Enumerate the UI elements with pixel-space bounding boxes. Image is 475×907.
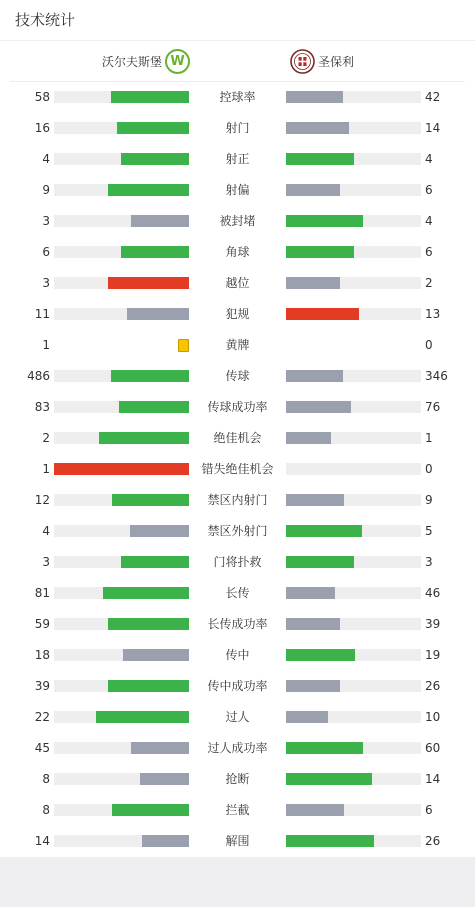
away-bar: [286, 153, 354, 165]
away-value: 39: [425, 617, 441, 631]
home-bar-track: [54, 680, 189, 692]
home-bar-track: [54, 649, 189, 661]
away-bar-track: [286, 91, 421, 103]
home-bar: [121, 153, 189, 165]
home-bar-track: [54, 153, 189, 165]
home-value: 8: [42, 803, 50, 817]
home-bar-track: [54, 277, 189, 289]
away-team-name: 圣保利: [318, 54, 355, 69]
away-bar-track: [286, 184, 421, 196]
away-bar-track: [286, 711, 421, 723]
stat-row: [0, 113, 475, 144]
home-bar-track: [54, 525, 189, 537]
home-value: 18: [34, 648, 50, 662]
stat-label: 射偏: [225, 183, 250, 197]
section-title: 技术统计: [15, 11, 76, 29]
stat-row: [0, 764, 475, 795]
away-bar-track: [286, 618, 421, 630]
away-bar-track: [286, 804, 421, 816]
away-value: 0: [425, 338, 433, 352]
away-value: 19: [425, 648, 441, 662]
home-bar: [121, 246, 189, 258]
away-bar: [286, 835, 374, 847]
away-value: 6: [425, 245, 433, 259]
stat-label: 传球成功率: [207, 400, 268, 414]
away-value: 6: [425, 183, 433, 197]
stat-row: [0, 578, 475, 609]
stat-label: 传球: [225, 369, 250, 383]
home-bar-track: [54, 618, 189, 630]
stat-row: [0, 516, 475, 547]
stat-row: [0, 392, 475, 423]
home-value: 1: [42, 462, 50, 476]
home-bar: [108, 618, 189, 630]
home-value: 4: [42, 152, 50, 166]
away-value: 4: [425, 214, 433, 228]
stat-row: [0, 733, 475, 764]
stat-row: [0, 237, 475, 268]
home-value: 83: [34, 400, 50, 414]
stat-row: [0, 175, 475, 206]
home-bar: [108, 277, 189, 289]
away-bar: [286, 370, 343, 382]
home-value: 4: [42, 524, 50, 538]
home-bar-track: [54, 184, 189, 196]
away-bar: [286, 122, 349, 134]
away-bar: [286, 246, 354, 258]
home-bar: [130, 525, 189, 537]
home-value: 12: [34, 493, 50, 507]
home-value: 8: [42, 772, 50, 786]
home-value: 58: [34, 90, 50, 104]
home-bar-track: [54, 556, 189, 568]
away-value: 14: [425, 772, 441, 786]
home-bar: [121, 556, 189, 568]
away-bar: [286, 184, 340, 196]
home-bar: [112, 804, 189, 816]
stat-label: 越位: [225, 276, 250, 290]
home-bar: [123, 649, 189, 661]
away-bar: [286, 649, 355, 661]
stat-row: [0, 702, 475, 733]
home-bar: [131, 215, 189, 227]
stat-row: [0, 795, 475, 826]
away-bar: [286, 308, 359, 320]
stat-label: 过人: [225, 710, 250, 724]
away-bar-track: [286, 277, 421, 289]
away-bar-track: [286, 680, 421, 692]
stat-row: [0, 206, 475, 237]
away-bar-track: [286, 835, 421, 847]
stat-row: [0, 330, 475, 361]
stat-row: [0, 299, 475, 330]
away-bar: [286, 91, 343, 103]
home-value: 14: [34, 834, 50, 848]
stat-label: 射正: [225, 152, 250, 166]
away-value: 6: [425, 803, 433, 817]
away-bar: [286, 618, 340, 630]
stat-label: 禁区外射门: [207, 524, 268, 538]
home-bar: [142, 835, 189, 847]
stat-label: 错失绝佳机会: [201, 462, 274, 476]
home-bar-track: [54, 122, 189, 134]
stat-label: 长传: [225, 586, 250, 600]
home-value: 3: [42, 276, 50, 290]
away-value: 1: [425, 431, 433, 445]
away-value: 2: [425, 276, 433, 290]
home-bar-track: [54, 742, 189, 754]
away-bar: [286, 711, 328, 723]
home-bar: [111, 370, 189, 382]
home-bar-track: [54, 308, 189, 320]
stat-label: 传中: [225, 648, 250, 662]
home-value: 22: [34, 710, 50, 724]
home-value: 11: [34, 307, 50, 321]
away-bar-track: [286, 525, 421, 537]
home-bar-track: [54, 711, 189, 723]
yellow-card-icon: [178, 339, 189, 352]
away-bar-track: [286, 494, 421, 506]
away-bar: [286, 494, 344, 506]
home-value: 6: [42, 245, 50, 259]
home-bar: [131, 742, 189, 754]
away-bar-track: [286, 773, 421, 785]
stat-label: 绝佳机会: [213, 431, 262, 445]
away-value: 14: [425, 121, 441, 135]
home-value: 1: [42, 338, 50, 352]
away-value: 5: [425, 524, 433, 538]
away-bar-track: [286, 246, 421, 258]
away-value: 3: [425, 555, 433, 569]
stat-label: 射门: [225, 121, 250, 135]
away-bar-track: [286, 122, 421, 134]
away-bar: [286, 215, 363, 227]
stat-row: [0, 485, 475, 516]
away-bar-track: [286, 308, 421, 320]
home-bar-track: [54, 804, 189, 816]
home-value: 9: [42, 183, 50, 197]
away-bar: [286, 742, 363, 754]
home-bar: [54, 463, 189, 475]
stat-row: [0, 671, 475, 702]
home-bar-track: [54, 587, 189, 599]
st-pauli-logo-icon: [290, 49, 315, 74]
stat-row: [0, 361, 475, 392]
away-bar: [286, 277, 340, 289]
away-bar-track: [286, 463, 421, 475]
away-bar: [286, 773, 372, 785]
away-bar-track: [286, 215, 421, 227]
away-bar: [286, 432, 331, 444]
stat-label: 犯规: [225, 307, 250, 321]
away-team[interactable]: [290, 48, 354, 74]
away-value: 13: [425, 307, 441, 321]
home-bar-track: [54, 246, 189, 258]
away-value: 10: [425, 710, 441, 724]
home-bar: [127, 308, 189, 320]
home-bar: [103, 587, 189, 599]
stat-row: [0, 609, 475, 640]
away-bar-track: [286, 587, 421, 599]
home-bar-track: [54, 494, 189, 506]
home-bar: [117, 122, 189, 134]
home-bar: [108, 184, 189, 196]
home-bar: [140, 773, 189, 785]
away-value: 26: [425, 679, 441, 693]
away-bar: [286, 401, 351, 413]
home-value: 45: [34, 741, 50, 755]
stat-label: 拦截: [225, 803, 250, 817]
home-value: 81: [34, 586, 50, 600]
stat-label: 门将扑救: [213, 555, 262, 569]
home-bar: [108, 680, 189, 692]
home-bar-track: [54, 835, 189, 847]
away-value: 42: [425, 90, 441, 104]
stat-row: [0, 268, 475, 299]
home-value: 2: [42, 431, 50, 445]
away-value: 346: [425, 369, 448, 383]
stat-row: [0, 826, 475, 857]
home-bar-track: [54, 432, 189, 444]
home-bar-track: [54, 91, 189, 103]
home-value: 486: [27, 369, 50, 383]
home-bar: [112, 494, 189, 506]
title-divider: [0, 40, 475, 41]
away-value: 60: [425, 741, 441, 755]
stat-label: 长传成功率: [207, 617, 268, 631]
home-bar-track: [54, 370, 189, 382]
away-bar: [286, 525, 362, 537]
home-bar: [96, 711, 189, 723]
away-bar: [286, 587, 335, 599]
away-value: 9: [425, 493, 433, 507]
away-bar: [286, 556, 354, 568]
home-bar: [119, 401, 189, 413]
stat-label: 抢断: [225, 772, 250, 786]
home-bar-track: [54, 463, 189, 475]
stat-label: 黄牌: [225, 338, 250, 352]
stat-label: 角球: [225, 245, 250, 259]
home-bar: [111, 91, 189, 103]
stat-row: [0, 423, 475, 454]
home-value: 3: [42, 214, 50, 228]
away-value: 46: [425, 586, 441, 600]
home-bar-track: [54, 401, 189, 413]
home-value: 16: [34, 121, 50, 135]
away-value: 0: [425, 462, 433, 476]
away-bar-track: [286, 153, 421, 165]
home-bar-track: [54, 773, 189, 785]
away-bar-track: [286, 742, 421, 754]
away-bar-track: [286, 432, 421, 444]
home-bar: [99, 432, 189, 444]
stat-row: [0, 82, 475, 113]
stat-row: [0, 144, 475, 175]
away-bar-track: [286, 556, 421, 568]
away-bar: [286, 804, 344, 816]
away-bar: [286, 680, 340, 692]
home-bar-track: [54, 215, 189, 227]
stat-label: 过人成功率: [207, 741, 268, 755]
away-value: 4: [425, 152, 433, 166]
home-team-name: 沃尔夫斯堡: [101, 54, 162, 69]
away-bar-track: [286, 401, 421, 413]
home-team[interactable]: [102, 48, 190, 74]
stat-label: 禁区内射门: [207, 493, 268, 507]
stat-label: 控球率: [219, 90, 256, 104]
away-bar-track: [286, 370, 421, 382]
wolfsburg-logo-icon: W: [165, 49, 190, 74]
stat-row: [0, 547, 475, 578]
stat-label: 解围: [225, 834, 250, 848]
home-value: 3: [42, 555, 50, 569]
away-value: 26: [425, 834, 441, 848]
stat-row: [0, 454, 475, 485]
stat-label: 被封堵: [219, 214, 256, 228]
away-value: 76: [425, 400, 441, 414]
stat-label: 传中成功率: [207, 679, 268, 693]
home-value: 59: [34, 617, 50, 631]
home-value: 39: [34, 679, 50, 693]
away-bar-track: [286, 649, 421, 661]
stat-row: [0, 640, 475, 671]
